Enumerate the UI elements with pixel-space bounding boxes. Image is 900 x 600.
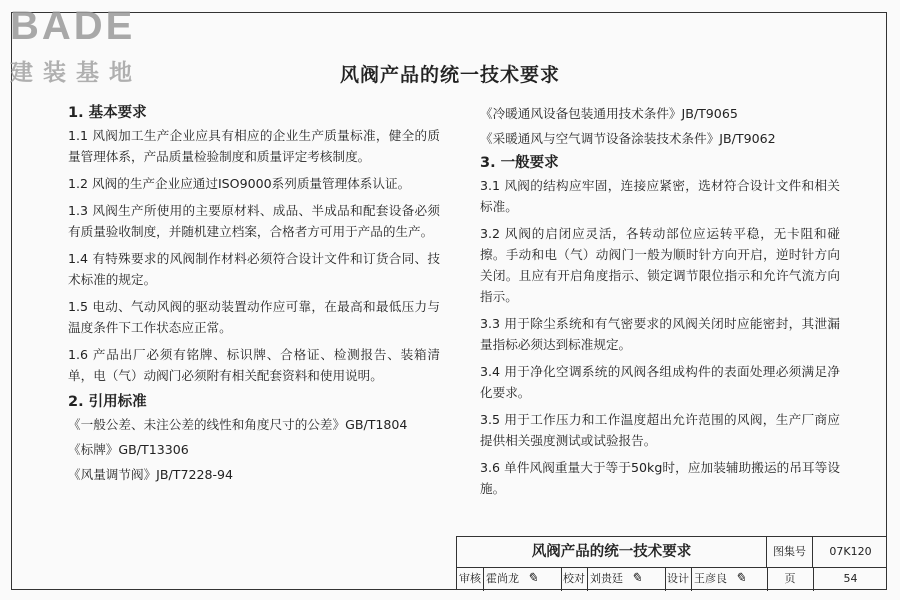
paragraph: 3.4 用于净化空调系统的风阀各组成构件的表面处理必须满足净化要求。 [480, 364, 840, 400]
paragraph: 3.3 用于除尘系统和有气密要求的风阀关闭时应能密封，其泄漏量指标必须达到标准规定。 [480, 316, 840, 352]
left-column [68, 101, 440, 489]
title-block-title: 风阀产品的统一技术要求 [457, 537, 767, 567]
page-number: 54 [843, 572, 858, 585]
signature-row [457, 567, 887, 591]
check-name: 刘贵廷 [590, 572, 623, 585]
reference-standard: 《采暖通风与空气调节设备涂装技术条件》JB/T9062 [480, 131, 776, 146]
title-block [456, 536, 887, 590]
reference-standard: 《标牌》GB/T13306 [68, 442, 189, 457]
review-label: 审核 [459, 572, 481, 585]
page-label: 页 [784, 572, 796, 585]
title-block-row [457, 537, 887, 568]
section-heading: 1. 基本要求 [68, 105, 147, 121]
paragraph: 1.1 风阀加工生产企业应具有相应的企业生产质量标准，健全的质量管理体系，产品质量检验制度和质量评定考核制度。 [68, 128, 440, 164]
reference-standard: 《一般公差、未注公差的线性和角度尺寸的公差》GB/T1804 [68, 417, 408, 432]
reference-standard: 《风量调节阀》JB/T7228-94 [68, 467, 234, 482]
watermark-subtitle: 建装基地 [10, 60, 142, 86]
paragraph: 1.5 电动、气动风阀的驱动装置动作应可靠，在最高和最低压力与温度条件下工作状态应正常。 [68, 299, 440, 335]
design-label: 设计 [667, 572, 689, 585]
paragraph: 3.2 风阀的启闭应灵活，各转动部位应运转平稳，无卡阻和碰擦。手动和电（气）动阀门一般为顺时针方向开启，逆时针方向关闭。且应有开启角度指示、锁定调节限位指示和允许气流方向指示。 [480, 226, 840, 304]
reference-standard: 《冷暖通风设备包装通用技术条件》JB/T9065 [480, 106, 738, 121]
design-signature: ✎ [735, 571, 746, 586]
paragraph: 1.3 风阀生产所使用的主要原材料、成品、半成品和配套设备必须有质量验收制度，并随机建立档案，合格者方可用于产品的生产。 [68, 203, 440, 239]
page-title: 风阀产品的统一技术要求 [339, 64, 560, 86]
atlas-number: 07K120 [829, 545, 872, 558]
paragraph: 3.6 单件风阀重量大于等于50kg时，应加装辅助搬运的吊耳等设施。 [480, 460, 840, 496]
section-heading: 3. 一般要求 [480, 155, 559, 171]
paragraph: 1.6 产品出厂必须有铭牌、标识牌、合格证、检测报告、装箱清单，电（气）动阀门必须附有相关配套资料和使用说明。 [68, 347, 440, 383]
review-name: 霍尚龙 [486, 572, 519, 585]
paragraph: 1.2 风阀的生产企业应通过ISO9000系列质量管理体系认证。 [68, 176, 411, 191]
paragraph: 3.1 风阀的结构应牢固，连接应紧密，选材符合设计文件和相关标准。 [480, 178, 840, 214]
check-label: 校对 [563, 572, 585, 585]
paragraph: 1.4 有特殊要求的风阀制作材料必须符合设计文件和订货合同、技术标准的规定。 [68, 251, 440, 287]
atlas-label: 图集号 [767, 537, 813, 567]
right-column [480, 103, 840, 505]
review-signature: ✎ [527, 571, 538, 586]
paragraph: 3.5 用于工作压力和工作温度超出允许范围的风阀，生产厂商应提供相关强度测试或试验报告。 [480, 412, 840, 448]
check-signature: ✎ [631, 571, 642, 586]
section-heading: 2. 引用标准 [68, 394, 147, 410]
design-name: 王彦良 [694, 572, 727, 585]
watermark-logo: BADE [10, 4, 136, 48]
